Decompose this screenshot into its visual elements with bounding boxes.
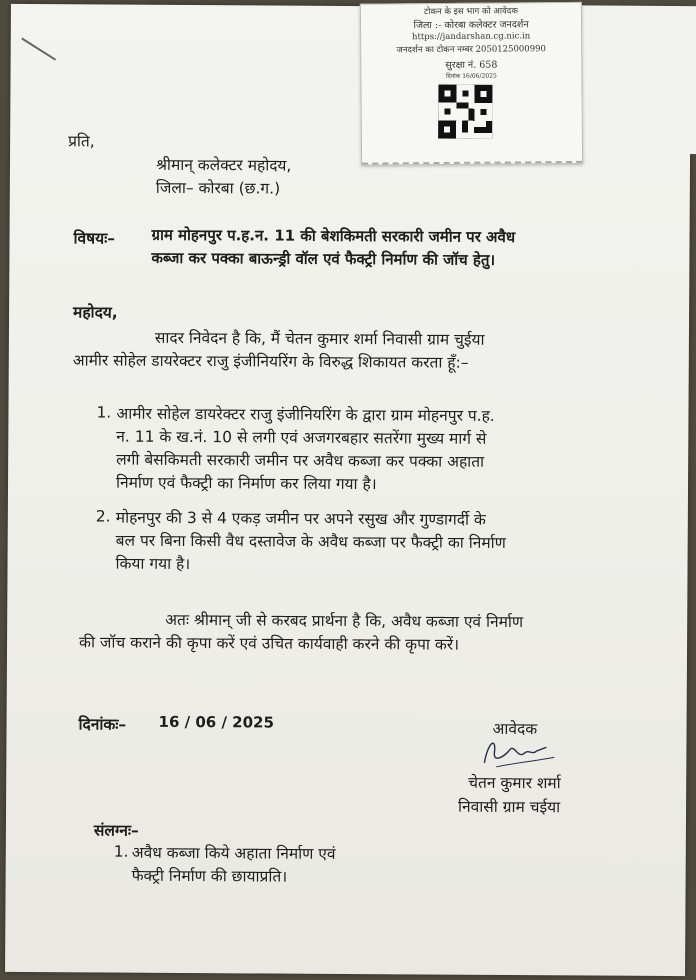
date-value: 16 / 06 / 2025 — [158, 712, 274, 732]
salutation: महोदय, — [73, 303, 118, 322]
enclosure-line-1: अवैध कब्जा किये अहाता निर्माण एवं — [131, 843, 336, 863]
token-number: जनदर्शन का टोकन नम्बर 2050125000990 — [396, 44, 546, 56]
token-url: https://jandarshan.cg.nic.in — [411, 31, 531, 43]
point-2-line-2: बल पर बिना किसी वैध दस्तावेज के अवैध कब्जा पर फैक्ट्री का निर्माण — [115, 531, 506, 552]
date-label: दिनांकः– — [78, 715, 127, 734]
applicant-name: चेतन कुमार शर्मा — [468, 773, 561, 793]
point-2-line-3: किया गया है। — [115, 554, 191, 574]
point-1-line-3: लगी बेसकिमती सरकारी जमीन पर अवैध कब्जा कर पक्का अहाता — [116, 450, 485, 471]
tear-line — [362, 161, 582, 165]
request-line-1: अतः श्रीमान् जी से करबद प्रार्थना है कि, अवैध कब्जा एवं निर्माण — [165, 610, 524, 632]
subject-line-1: ग्राम मोहनपुर प.ह.न. 11 की बेशकिमती सरकारी जमीन पर अवैध — [151, 225, 516, 247]
token-line-1: टोकन के इस भाग को आवेदक — [423, 6, 518, 18]
point-1-line-1: आमीर सोहेल डायरेक्टर राजु इंजीनियरिंग के द्वारा ग्राम मोहनपुर प.ह. — [116, 404, 495, 425]
point-2-line-1: मोहनपुर की 3 से 4 एकड़ जमीन पर अपने रसुख और गुण्डागर्दी के — [115, 508, 486, 529]
point-2-number: 2. — [95, 507, 111, 526]
applicant-address: निवासी ग्राम चईया — [458, 797, 561, 817]
signature-icon — [474, 733, 564, 774]
token-flap — [580, 5, 696, 154]
intro-line-1: सादर निवेदन है कि, मैं चेतन कुमार शर्मा निवासी ग्राम चुईया — [154, 328, 485, 349]
pen-mark — [21, 38, 56, 61]
subject-line-2: कब्जा कर पक्का बाऊन्ड्री वॉल एवं फैक्ट्री निर्माण की जॉच हेतु। — [151, 248, 496, 269]
applicant-label: आवेदक — [492, 719, 538, 739]
enclosure-number: 1. — [113, 842, 129, 861]
subject-label: विषयः– — [73, 229, 116, 248]
token-security-number: सुरक्षा नं. 658 — [445, 59, 498, 71]
qr-code-icon — [438, 85, 492, 139]
enclosure-line-2: फैक्ट्री निर्माण की छायाप्रति। — [131, 866, 288, 886]
point-1-line-2: न. 11 के ख.नं. 10 से लगी एवं अजगरबहार सतरेंगा मुख्य मार्ग से — [116, 427, 487, 448]
token-line-2: जिला :- कोरबा कलेक्टर जनदर्शन — [413, 19, 529, 32]
jandarshan-token-slip — [360, 2, 583, 166]
token-date: दिनांक 16/06/2025 — [446, 72, 497, 80]
point-1-line-4: निर्माण एवं फैक्ट्री का निर्माण कर लिया गया है। — [115, 473, 377, 494]
letter-paper — [5, 4, 691, 976]
recipient: श्रीमान् कलेक्टर महोदय, — [155, 155, 292, 175]
request-line-2: की जॉच कराने की कृपा करें एवं उचित कार्यवाही करने की कृपा करें। — [79, 633, 460, 654]
to-label: प्रति, — [68, 132, 95, 151]
enclosure-label: संलग्नः– — [93, 821, 139, 840]
point-1-number: 1. — [96, 403, 112, 422]
district: जिला– कोरबा (छ.ग.) — [155, 178, 281, 198]
intro-line-2: आमीर सोहेल डायरेक्टर राजु इंजीनियरिंग के विरुद्ध शिकायत करता हूँ:– — [72, 351, 469, 372]
